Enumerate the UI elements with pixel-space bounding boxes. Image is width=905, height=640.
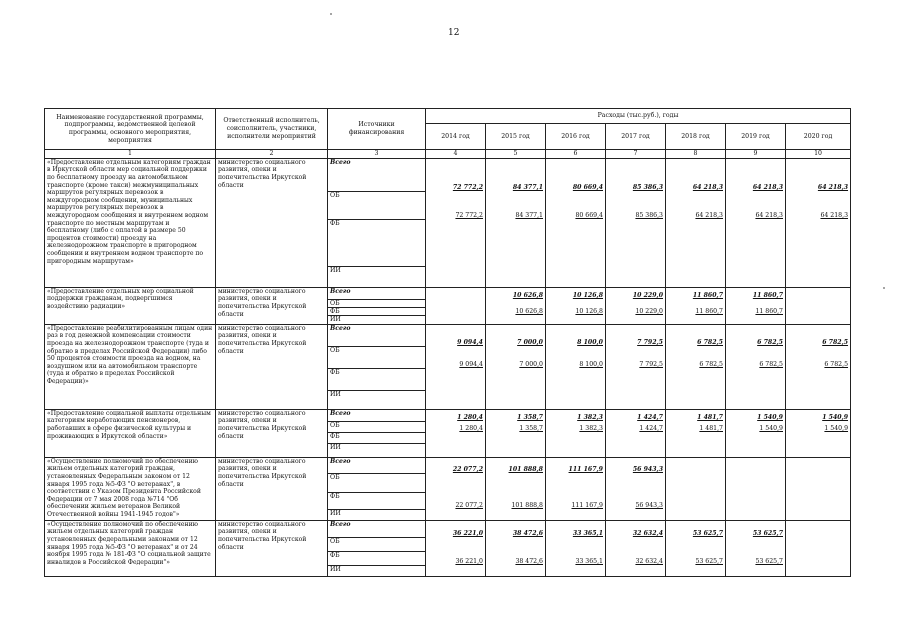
source-value: 33 365,1 xyxy=(575,558,603,565)
source-value: 80 669,4 xyxy=(575,212,603,219)
source-label: ИИ xyxy=(330,315,341,323)
total-value: 22 077,2 xyxy=(452,466,483,473)
scan-speck xyxy=(330,13,332,15)
total-value: 84 377,1 xyxy=(512,184,543,191)
source-value: 7 000,0 xyxy=(519,361,543,368)
total-value: 36 221,0 xyxy=(452,530,483,537)
sources-cell xyxy=(328,457,426,520)
program-name-cell: «Предоставление реабилитированным лицам один раз в год денежной компенсации стоимости проезда на железнодорожном транспорте (туда и обратно в пределах Российской Федерации) либо 50 процентов стоимости проезда на водном, на воздушном или на автомобильном транспорте (туда и обратно в пределах Российской Федерации)» xyxy=(45,324,216,409)
header-expenses: Расходы (тыс.руб.), годы xyxy=(426,109,851,124)
year-value-cell xyxy=(546,158,606,287)
header-year: 2020 год xyxy=(786,124,851,150)
header-sources: Источники финансирования xyxy=(328,109,426,150)
total-value: 85 386,3 xyxy=(632,184,663,191)
total-value: 53 625,7 xyxy=(692,530,723,537)
year-value-cell xyxy=(606,324,666,409)
source-value: 101 888,8 xyxy=(511,502,543,509)
source-value: 1 358,7 xyxy=(519,425,543,432)
year-value-cell xyxy=(666,287,726,324)
source-label: ОБ xyxy=(328,474,425,493)
sources-cell xyxy=(328,520,426,576)
year-value-cell xyxy=(426,457,486,520)
source-label: ФБ xyxy=(328,493,425,510)
total-value: 8 100,0 xyxy=(577,339,603,346)
source-value: 1 424,7 xyxy=(639,425,663,432)
source-value: 6 782,5 xyxy=(824,361,849,368)
program-name-cell: «Осуществление полномочий по обеспечению жильем отдельных категорий граждан, установленных Федеральным законом от 12 января 1995 года №5-ФЗ "О ветеранах", в соответствии с Указом Президента Российской Федерации от 7 мая 2008 года №714 "Об обеспечении жильем ветеранов Великой Отечественной войны 1941-1945 годов"» xyxy=(45,457,216,520)
source-value: 1 540,9 xyxy=(824,425,849,432)
sources-cell xyxy=(328,287,426,324)
source-value: 8 100,0 xyxy=(579,361,603,368)
total-value: 10 626,8 xyxy=(512,292,543,299)
total-value: 1 382,3 xyxy=(577,414,603,421)
source-label: Всего xyxy=(328,325,425,347)
year-value-cell xyxy=(486,457,546,520)
total-value: 1 481,7 xyxy=(697,414,723,421)
source-label: ФБ xyxy=(328,433,425,444)
source-value: 64 218,3 xyxy=(695,212,723,219)
program-name-cell: «Предоставление отдельных мер социальной поддержки гражданам, подвергшимся воздействию радиации» xyxy=(45,287,216,324)
source-value: 22 077,2 xyxy=(455,502,483,509)
year-value-cell xyxy=(426,409,486,457)
year-value-cell xyxy=(486,409,546,457)
source-value: 11 860,7 xyxy=(755,308,783,315)
year-value-cell xyxy=(546,409,606,457)
year-value-cell xyxy=(486,158,546,287)
source-label: ИИ xyxy=(330,266,341,274)
source-value: 7 792,5 xyxy=(639,361,663,368)
total-value: 1 424,7 xyxy=(637,414,663,421)
year-value-cell xyxy=(786,324,851,409)
source-label: ИИ xyxy=(330,443,341,451)
source-value: 38 472,6 xyxy=(515,558,543,565)
header-year: 2019 год xyxy=(726,124,786,150)
year-value-cell xyxy=(606,457,666,520)
source-label: ФБ xyxy=(328,369,425,391)
year-value-cell xyxy=(486,520,546,576)
column-number: 10 xyxy=(786,150,851,159)
source-label: ИИ xyxy=(330,565,341,573)
year-value-cell xyxy=(666,520,726,576)
year-value-cell xyxy=(546,457,606,520)
column-number: 1 xyxy=(45,150,216,159)
year-value-cell xyxy=(726,409,786,457)
source-label: ФБ xyxy=(328,552,425,566)
column-number: 7 xyxy=(606,150,666,159)
source-label: Всего xyxy=(328,521,425,538)
source-value: 56 943,3 xyxy=(635,502,663,509)
total-value: 7 792,5 xyxy=(637,339,663,346)
source-label: Всего xyxy=(328,410,425,422)
program-name-cell: «Предоставление отдельным категориям граждан в Иркутской области мер социальной поддержки по бесплатному проезду на автомобильном транспорте (кроме такси) межмуниципальных маршрутов регулярных перевозок в междугородном сообщении, муниципальных маршрутов регулярных перевозок в междугородном сообщения и внутреннем водном транспорте по местным маршрутам и бесплатному (либо с оплатой в размере 50 процентов стоимости) проезду на железнодорожном транспорте в пригородном сообщении и внутреннем водном транспорте по пригородным маршрутам» xyxy=(45,158,216,287)
financing-table xyxy=(44,108,851,577)
total-value: 1 540,9 xyxy=(822,414,849,421)
source-label: ОБ xyxy=(328,347,425,369)
column-number: 9 xyxy=(726,150,786,159)
header-program-name: Наименование государственной программы, подпрограммы, ведомственной целевой программы, основного мероприятия, мероприятия xyxy=(45,109,216,150)
year-value-cell xyxy=(426,520,486,576)
year-value-cell xyxy=(606,409,666,457)
header-year: 2016 год xyxy=(546,124,606,150)
source-value: 10 229,0 xyxy=(635,308,663,315)
total-value: 56 943,3 xyxy=(632,466,663,473)
table-row xyxy=(45,324,851,409)
source-label: ИИ xyxy=(330,509,341,517)
column-number-row xyxy=(45,150,851,159)
year-value-cell xyxy=(606,520,666,576)
source-label: ИИ xyxy=(330,390,341,398)
total-value: 64 218,3 xyxy=(817,184,849,191)
year-value-cell xyxy=(426,287,486,324)
source-value: 64 218,3 xyxy=(755,212,783,219)
year-value-cell xyxy=(726,457,786,520)
total-value: 53 625,7 xyxy=(752,530,783,537)
table-row xyxy=(45,287,851,324)
executor-cell: министерство социального развития, опеки и попечительства Иркутской области xyxy=(216,457,328,520)
source-value: 1 382,3 xyxy=(579,425,603,432)
source-label: ОБ xyxy=(328,300,425,308)
total-value: 10 126,8 xyxy=(572,292,603,299)
column-number: 4 xyxy=(426,150,486,159)
column-number: 3 xyxy=(328,150,426,159)
table-row xyxy=(45,409,851,457)
year-value-cell xyxy=(666,409,726,457)
column-number: 8 xyxy=(666,150,726,159)
total-value: 64 218,3 xyxy=(692,184,723,191)
year-value-cell xyxy=(726,158,786,287)
table-body xyxy=(45,158,851,576)
source-value: 1 280,4 xyxy=(459,425,483,432)
source-value: 9 094,4 xyxy=(459,361,483,368)
total-value: 101 888,8 xyxy=(508,466,543,473)
column-number: 2 xyxy=(216,150,328,159)
table-row xyxy=(45,520,851,576)
total-value: 80 669,4 xyxy=(572,184,603,191)
source-value: 53 625,7 xyxy=(755,558,783,565)
year-value-cell xyxy=(486,324,546,409)
total-value: 6 782,5 xyxy=(697,339,723,346)
source-value: 6 782,5 xyxy=(759,361,783,368)
source-value: 10 126,8 xyxy=(575,308,603,315)
source-value: 10 626,8 xyxy=(515,308,543,315)
header-executor: Ответственный исполнитель, соисполнитель, участники, исполнители мероприятий xyxy=(216,109,328,150)
total-value: 10 229,0 xyxy=(632,292,663,299)
total-value: 1 540,9 xyxy=(757,414,783,421)
source-value: 53 625,7 xyxy=(695,558,723,565)
year-value-cell xyxy=(666,158,726,287)
total-value: 7 000,0 xyxy=(517,339,543,346)
source-value: 84 377,1 xyxy=(515,212,543,219)
total-value: 6 782,5 xyxy=(822,339,849,346)
source-label: Всего xyxy=(328,288,425,300)
executor-cell: министерство социального развития, опеки и попечительства Иркутской области xyxy=(216,324,328,409)
source-label: ОБ xyxy=(328,538,425,552)
source-value: 11 860,7 xyxy=(695,308,723,315)
header-row xyxy=(45,109,851,124)
year-value-cell xyxy=(786,287,851,324)
year-value-cell xyxy=(786,520,851,576)
year-value-cell xyxy=(426,324,486,409)
source-label: ФБ xyxy=(328,220,425,267)
page-number: 12 xyxy=(448,28,460,38)
source-value: 32 632,4 xyxy=(635,558,663,565)
source-value: 64 218,3 xyxy=(820,212,849,219)
source-value: 6 782,5 xyxy=(699,361,723,368)
sources-cell xyxy=(328,324,426,409)
source-label: Всего xyxy=(328,159,425,192)
total-value: 1 358,7 xyxy=(517,414,543,421)
source-label: ОБ xyxy=(328,192,425,220)
scan-speck xyxy=(883,287,885,289)
source-label: Всего xyxy=(328,458,425,474)
table-row xyxy=(45,457,851,520)
header-year: 2017 год xyxy=(606,124,666,150)
sources-cell xyxy=(328,158,426,287)
total-value: 6 782,5 xyxy=(757,339,783,346)
year-value-cell xyxy=(786,409,851,457)
executor-cell: министерство социального развития, опеки и попечительства Иркутской области xyxy=(216,409,328,457)
total-value: 111 167,9 xyxy=(568,466,603,473)
total-value: 38 472,6 xyxy=(512,530,543,537)
source-value: 111 167,9 xyxy=(571,502,603,509)
column-number: 5 xyxy=(486,150,546,159)
year-value-cell xyxy=(606,158,666,287)
executor-cell: министерство социального развития, опеки и попечительства Иркутской области xyxy=(216,287,328,324)
total-value: 32 632,4 xyxy=(632,530,663,537)
year-value-cell xyxy=(726,287,786,324)
year-value-cell xyxy=(786,457,851,520)
source-value: 1 540,9 xyxy=(759,425,783,432)
year-value-cell xyxy=(426,158,486,287)
column-number: 6 xyxy=(546,150,606,159)
total-value: 9 094,4 xyxy=(457,339,483,346)
year-value-cell xyxy=(546,287,606,324)
year-value-cell xyxy=(666,457,726,520)
source-value: 1 481,7 xyxy=(699,425,723,432)
year-value-cell xyxy=(606,287,666,324)
total-value: 11 860,7 xyxy=(752,292,783,299)
executor-cell: министерство социального развития, опеки и попечительства Иркутской области xyxy=(216,158,328,287)
year-value-cell xyxy=(786,158,851,287)
program-name-cell: «Осуществление полномочий по обеспечению жильем отдельных категорий граждан установленных федеральными законами от 12 января 1995 года №5-ФЗ "О ветеранах" и от 24 ноября 1995 года № 181-ФЗ "О социальной защите инвалидов в Российской Федерации"» xyxy=(45,520,216,576)
total-value: 72 772,2 xyxy=(452,184,483,191)
total-value: 1 280,4 xyxy=(457,414,483,421)
source-label: ФБ xyxy=(328,308,425,316)
source-label: ОБ xyxy=(328,422,425,433)
executor-cell: министерство социального развития, опеки и попечительства Иркутской области xyxy=(216,520,328,576)
sources-cell xyxy=(328,409,426,457)
year-value-cell xyxy=(486,287,546,324)
year-value-cell xyxy=(726,520,786,576)
total-value: 64 218,3 xyxy=(752,184,783,191)
program-name-cell: «Предоставление социальной выплаты отдельным категориям неработающих пенсионеров, работавших в сфере физической культуры и проживающих в Иркутской области» xyxy=(45,409,216,457)
source-value: 36 221,0 xyxy=(455,558,483,565)
table-row xyxy=(45,158,851,287)
header-year: 2018 год xyxy=(666,124,726,150)
total-value: 11 860,7 xyxy=(692,292,723,299)
total-value: 33 365,1 xyxy=(572,530,603,537)
year-value-cell xyxy=(546,520,606,576)
year-value-cell xyxy=(666,324,726,409)
source-value: 85 386,3 xyxy=(635,212,663,219)
header-year: 2014 год xyxy=(426,124,486,150)
source-value: 72 772,2 xyxy=(455,212,483,219)
header-year: 2015 год xyxy=(486,124,546,150)
year-value-cell xyxy=(546,324,606,409)
year-value-cell xyxy=(726,324,786,409)
